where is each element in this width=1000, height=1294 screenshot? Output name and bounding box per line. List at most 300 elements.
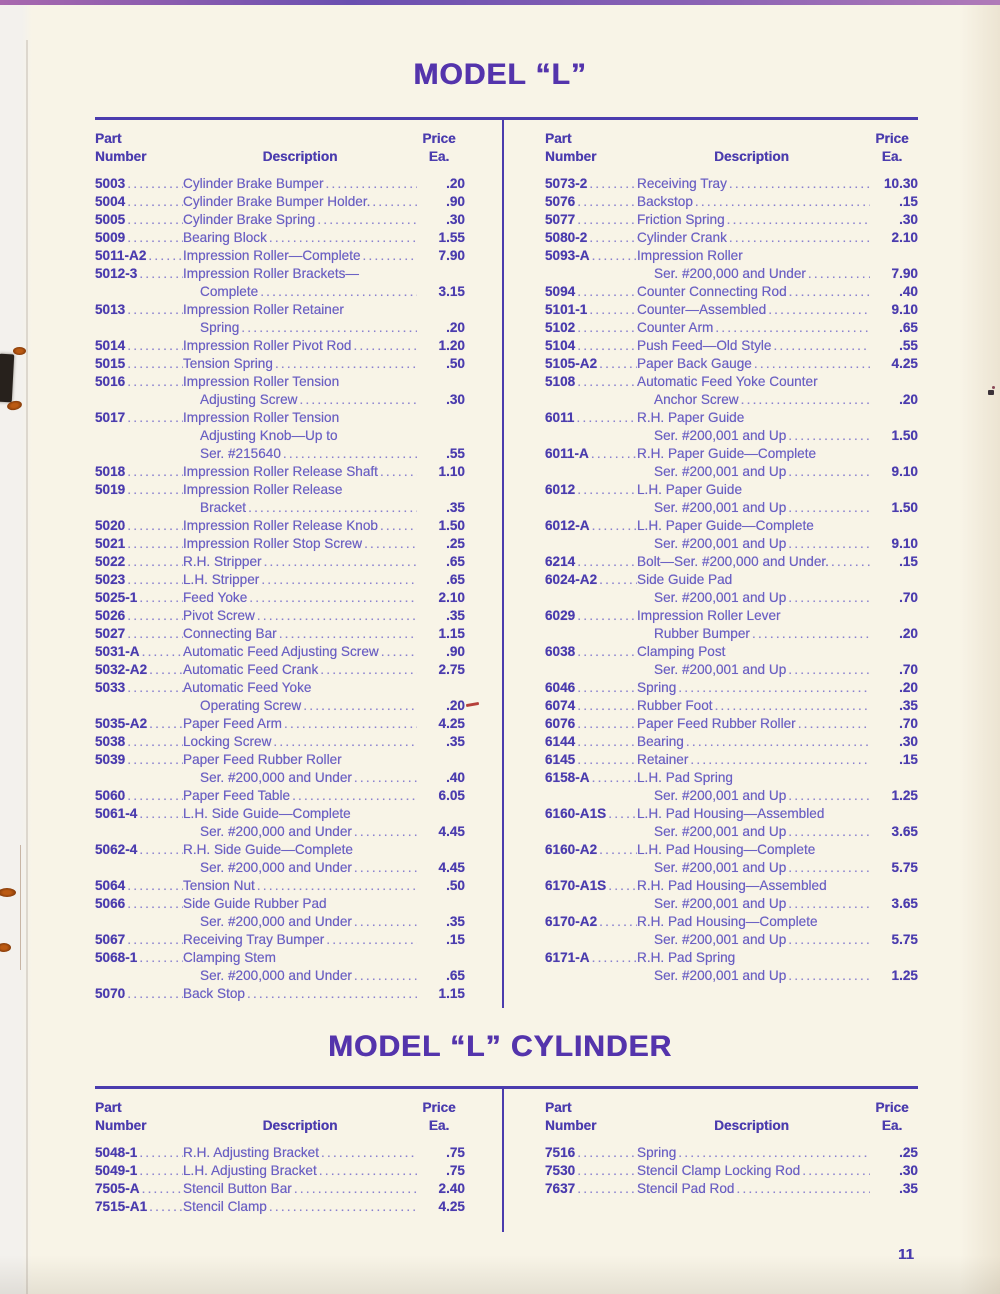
dot-leader <box>317 1162 417 1180</box>
part-number-cell: 5013 ..... <box>95 301 183 319</box>
price-cell: 10.30 <box>883 176 918 191</box>
price-cell: .30 <box>899 1163 918 1178</box>
description-cell: Tension Spring ..... <box>183 355 417 373</box>
dot-leader <box>247 589 417 607</box>
price-cell: 9.10 <box>891 302 918 317</box>
dot-leader <box>725 211 870 229</box>
description-cell: Ser. #200,001 and Up ..... <box>637 499 870 517</box>
dot-leader <box>752 355 870 373</box>
description-cell: L.H. Adjusting Bracket ..... <box>183 1162 417 1180</box>
price-cell <box>417 679 465 697</box>
price-cell: 9.10 <box>891 536 918 551</box>
part-number-cell <box>545 589 637 607</box>
part-number-cell: 6029 ..... <box>545 607 637 625</box>
price-cell: .65 <box>899 320 918 335</box>
part-number-cell <box>95 319 183 337</box>
description-cell: Side Guide Rubber Pad <box>183 896 327 911</box>
table-row-line <box>545 751 918 769</box>
price-cell: 1.50 <box>891 500 918 515</box>
table-row-line <box>95 625 465 643</box>
model-l-right-column <box>545 120 918 985</box>
staple-crease <box>20 845 21 970</box>
price-cell: .40 <box>446 770 465 785</box>
part-number-header: Part Number <box>95 1100 147 1133</box>
part-number-cell: 5094 ..... <box>545 283 637 301</box>
description-cell: Back Stop ..... <box>183 985 417 1003</box>
table-row-line <box>545 1144 918 1162</box>
table-row-line <box>95 607 465 625</box>
dot-leader <box>125 337 183 355</box>
description-cell: Locking Screw ..... <box>183 733 417 751</box>
dot-leader <box>786 787 870 805</box>
dot-leader <box>146 247 183 265</box>
part-number-cell <box>545 931 637 949</box>
table-row-line <box>545 769 918 787</box>
part-number-cell: 5048-1 ..... <box>95 1144 183 1162</box>
part-number-cell: 5066 ..... <box>95 895 183 913</box>
part-number-cell: 5062-4 ..... <box>95 841 183 859</box>
price-cell <box>870 445 918 463</box>
price-cell: .90 <box>446 644 465 659</box>
model-l-parts-table <box>95 117 918 1001</box>
description-cell: Impression Roller—Complete ..... <box>183 247 417 265</box>
price-cell: .75 <box>446 1145 465 1160</box>
parts-list <box>95 175 465 1003</box>
dot-leader <box>575 211 637 229</box>
part-number-cell: 5093-A ..... <box>545 247 637 265</box>
table-row-line <box>545 787 918 805</box>
description-cell: Counter—Assembled ..... <box>637 301 870 319</box>
part-number-cell <box>545 787 637 805</box>
price-cell: 2.40 <box>438 1181 465 1196</box>
description-cell: Stencil Clamp ..... <box>183 1198 417 1216</box>
table-row-line <box>95 229 465 247</box>
parts-list <box>95 1144 465 1216</box>
part-number-header: Part Number <box>545 131 597 164</box>
dot-leader <box>575 1162 637 1180</box>
price-cell: .70 <box>899 590 918 605</box>
description-cell: Pivot Screw ..... <box>183 607 417 625</box>
part-number-cell <box>95 769 183 787</box>
table-row-line <box>95 319 465 337</box>
dot-leader <box>575 715 637 733</box>
description-cell: Automatic Feed Crank ..... <box>183 661 417 679</box>
table-row-line <box>95 715 465 733</box>
price-header: Price Ea. <box>875 1100 909 1133</box>
price-cell: 1.15 <box>438 626 465 641</box>
price-cell <box>417 427 465 445</box>
dot-leader <box>370 193 417 211</box>
dot-leader <box>575 481 637 499</box>
description-cell: Ser. #200,001 and Up ..... <box>637 661 870 679</box>
description-cell: Complete ..... <box>183 283 417 301</box>
description-cell: Cylinder Crank ..... <box>637 229 870 247</box>
description-cell: Stencil Clamp Locking Rod ..... <box>637 1162 870 1180</box>
table-row-line <box>95 409 465 427</box>
part-number-cell: 5005 ..... <box>95 211 183 229</box>
table-row-line <box>545 949 918 967</box>
table-row-line <box>95 499 465 517</box>
dot-leader <box>267 229 417 247</box>
table-row-line <box>95 679 465 697</box>
dot-leader <box>137 1144 183 1162</box>
part-number-cell: 6170-A1S ..... <box>545 877 637 895</box>
description-cell: Spring ..... <box>637 679 870 697</box>
part-number-cell: 5076 ..... <box>545 193 637 211</box>
dot-leader <box>587 301 637 319</box>
description-cell: Ser. #200,001 and Up ..... <box>637 589 870 607</box>
section-title-model-l-cylinder: MODEL “L” CYLINDER <box>327 1030 673 1063</box>
part-number-cell: 5019 ..... <box>95 481 183 499</box>
part-number-cell: 5105-A2 ..... <box>545 355 637 373</box>
dot-leader <box>125 229 183 247</box>
description-cell: Ser. #200,001 and Up ..... <box>637 895 870 913</box>
part-number-cell <box>95 913 183 931</box>
price-cell <box>870 841 918 859</box>
price-cell: 2.10 <box>438 590 465 605</box>
dot-leader <box>125 679 183 697</box>
price-cell: .65 <box>446 554 465 569</box>
table-row-line <box>545 265 918 283</box>
dot-leader <box>125 481 183 499</box>
dot-leader <box>786 535 870 553</box>
dot-leader <box>147 661 183 679</box>
dot-leader <box>352 913 417 931</box>
part-number-cell: 5017 ..... <box>95 409 183 427</box>
table-row-line <box>545 211 918 229</box>
dot-leader <box>693 193 870 211</box>
dot-leader <box>255 877 417 895</box>
table-row-line <box>545 283 918 301</box>
price-cell: .30 <box>899 212 918 227</box>
dot-leader <box>137 589 183 607</box>
dot-leader <box>589 445 637 463</box>
price-cell: .55 <box>446 446 465 461</box>
dot-leader <box>713 697 870 715</box>
dot-leader <box>786 967 870 985</box>
price-cell: 2.75 <box>438 662 465 677</box>
part-number-cell: 6038 ..... <box>545 643 637 661</box>
part-number-cell: 5049-1 ..... <box>95 1162 183 1180</box>
description-cell: Adjusting Screw ..... <box>183 391 417 409</box>
part-number-header: Part Number <box>95 131 147 164</box>
price-cell <box>870 517 918 535</box>
table-row-line <box>95 481 465 499</box>
part-number-cell: 6011-A ..... <box>545 445 637 463</box>
price-cell: .70 <box>899 662 918 677</box>
price-cell: 4.25 <box>438 716 465 731</box>
table-row-line <box>95 193 465 211</box>
part-number-header: Part Number <box>545 1100 597 1133</box>
price-cell: .55 <box>899 338 918 353</box>
dot-leader <box>125 733 183 751</box>
part-number-cell: 6170-A2 ..... <box>545 913 637 931</box>
dot-leader <box>727 175 870 193</box>
table-row-line <box>545 1162 918 1180</box>
price-cell <box>870 607 918 625</box>
description-cell: Counter Connecting Rod ..... <box>637 283 870 301</box>
description-cell: Ser. #200,000 and Under ..... <box>183 859 417 877</box>
description-cell: Operating Screw ..... <box>183 697 417 715</box>
price-cell: 1.25 <box>891 788 918 803</box>
table-row-line <box>95 913 465 931</box>
price-cell: 5.75 <box>891 932 918 947</box>
dot-leader <box>587 175 637 193</box>
dot-leader <box>750 625 870 643</box>
part-number-cell: 5108 ..... <box>545 373 637 391</box>
price-cell: .15 <box>899 194 918 209</box>
table-row-line <box>95 445 465 463</box>
description-cell: Rubber Foot ..... <box>637 697 870 715</box>
table-row-line <box>545 715 918 733</box>
model-l-left-column <box>95 120 465 1003</box>
part-number-cell: 6145 ..... <box>545 751 637 769</box>
dot-leader <box>125 607 183 625</box>
description-cell: R.H. Adjusting Bracket ..... <box>183 1144 417 1162</box>
part-number-cell: 6144 ..... <box>545 733 637 751</box>
dot-leader <box>597 571 637 589</box>
price-cell: 4.25 <box>438 1199 465 1214</box>
description-cell: Ser. #200,000 and Under ..... <box>183 967 417 985</box>
price-cell: .25 <box>899 1145 918 1160</box>
description-cell: R.H. Stripper ..... <box>183 553 417 571</box>
description-cell: Impression Roller Pivot Rod ..... <box>183 337 417 355</box>
dot-leader <box>255 607 417 625</box>
dot-leader <box>734 1180 870 1198</box>
dot-leader <box>125 409 183 427</box>
description-cell: L.H. Stripper ..... <box>183 571 417 589</box>
table-row-line <box>545 643 918 661</box>
dot-leader <box>688 751 870 769</box>
description-cell: Clamping Stem <box>183 950 276 965</box>
description-cell: Bolt—Ser. #200,000 and Under. ..... <box>637 553 870 571</box>
description-cell: Feed Yoke ..... <box>183 589 417 607</box>
part-number-cell: 5077 ..... <box>545 211 637 229</box>
column-header <box>95 130 465 166</box>
dot-leader <box>137 265 183 283</box>
dot-leader <box>800 1162 870 1180</box>
part-number-cell: 5033 ..... <box>95 679 183 697</box>
price-cell <box>870 409 918 427</box>
description-cell: Cylinder Brake Bumper ..... <box>183 175 417 193</box>
dot-leader <box>575 553 637 571</box>
part-number-cell: 6012-A ..... <box>545 517 637 535</box>
dot-leader <box>727 229 870 247</box>
column-header <box>95 1099 465 1135</box>
table-row-line <box>95 661 465 679</box>
parts-list <box>545 1144 918 1198</box>
part-number-cell: 5020 ..... <box>95 517 183 535</box>
part-number-cell <box>95 283 183 301</box>
cylinder-left-column <box>95 1089 465 1216</box>
dot-leader <box>787 283 870 301</box>
table-row-line <box>545 607 918 625</box>
dot-leader <box>575 643 637 661</box>
dot-leader <box>297 391 417 409</box>
table-row-line <box>95 985 465 1003</box>
price-cell: .30 <box>446 392 465 407</box>
dot-leader <box>147 715 183 733</box>
part-number-cell: 5025-1 ..... <box>95 589 183 607</box>
price-cell: .35 <box>899 698 918 713</box>
description-cell: L.H. Pad Spring <box>637 770 733 785</box>
description-cell: Impression Roller Tension <box>183 374 340 389</box>
description-header: Description <box>262 1118 338 1133</box>
dot-leader <box>125 193 183 211</box>
description-cell: Automatic Feed Yoke <box>183 680 312 695</box>
description-cell: Paper Feed Arm ..... <box>183 715 417 733</box>
description-cell: Automatic Feed Yoke Counter <box>637 374 818 389</box>
price-cell <box>417 751 465 769</box>
dot-leader <box>786 499 870 517</box>
dot-leader <box>125 877 183 895</box>
dot-leader <box>125 175 183 193</box>
table-row-line <box>545 355 918 373</box>
dot-leader <box>587 229 637 247</box>
part-number-cell: 5035-A2 ..... <box>95 715 183 733</box>
dot-leader <box>378 517 417 535</box>
table-row-line <box>95 301 465 319</box>
dot-leader <box>137 949 183 967</box>
table-row-line <box>545 553 918 571</box>
price-cell <box>417 805 465 823</box>
price-cell <box>870 373 918 391</box>
dot-leader <box>324 175 417 193</box>
part-number-cell: 6158-A ..... <box>545 769 637 787</box>
dot-leader <box>245 985 417 1003</box>
table-row-line <box>545 823 918 841</box>
description-cell: Adjusting Knob—Up to <box>200 428 338 443</box>
table-row-line <box>545 535 918 553</box>
price-cell <box>417 301 465 319</box>
table-row-line <box>95 283 465 301</box>
dot-leader <box>796 715 870 733</box>
table-row-line <box>545 697 918 715</box>
dot-leader <box>575 193 637 211</box>
price-cell: 7.90 <box>891 266 918 281</box>
dot-leader <box>125 301 183 319</box>
price-cell <box>417 949 465 967</box>
dot-leader <box>575 751 637 769</box>
dot-leader <box>262 553 417 571</box>
parts-list <box>545 175 918 985</box>
dot-leader <box>766 301 870 319</box>
table-row-line <box>545 625 918 643</box>
description-cell: Retainer ..... <box>637 751 870 769</box>
staple-mark <box>0 354 14 403</box>
description-cell: Ser. #200,001 and Up ..... <box>637 967 870 985</box>
price-cell: 6.05 <box>438 788 465 803</box>
description-cell: Impression Roller Stop Screw ..... <box>183 535 417 553</box>
dot-leader <box>125 355 183 373</box>
part-number-cell: 5012-3 ..... <box>95 265 183 283</box>
dot-leader <box>290 787 417 805</box>
description-cell: Friction Spring ..... <box>637 211 870 229</box>
price-cell: 3.65 <box>891 896 918 911</box>
price-cell: .50 <box>446 878 465 893</box>
table-row-line <box>95 931 465 949</box>
part-number-cell: 5023 ..... <box>95 571 183 589</box>
dot-leader <box>713 319 870 337</box>
rust-spot <box>13 347 26 355</box>
description-cell: L.H. Pad Housing—Complete <box>637 842 816 857</box>
table-row-line <box>545 427 918 445</box>
price-cell: .65 <box>446 572 465 587</box>
description-cell: Ser. #200,000 and Under ..... <box>637 265 870 283</box>
part-number-cell: 5018 ..... <box>95 463 183 481</box>
description-cell: R.H. Paper Guide—Complete <box>637 446 817 461</box>
part-number-cell <box>545 499 637 517</box>
part-number-cell <box>545 625 637 643</box>
description-cell: Ser. #200,000 and Under ..... <box>183 913 417 931</box>
dot-leader <box>786 931 870 949</box>
table-row-line <box>545 661 918 679</box>
description-cell: Paper Feed Rubber Roller ..... <box>637 715 870 733</box>
table-row-line <box>95 697 465 715</box>
part-number-cell <box>95 499 183 517</box>
description-cell: R.H. Side Guide—Complete <box>183 842 353 857</box>
dot-leader <box>575 1144 637 1162</box>
table-row-line <box>545 229 918 247</box>
table-row-line <box>95 643 465 661</box>
part-number-cell <box>545 895 637 913</box>
price-header: Price Ea. <box>422 1100 456 1133</box>
part-number-cell: 5061-4 ..... <box>95 805 183 823</box>
table-row-line <box>95 355 465 373</box>
description-header: Description <box>714 1118 789 1133</box>
table-row-line <box>95 895 465 913</box>
price-cell <box>417 409 465 427</box>
rust-spot <box>0 888 16 897</box>
part-number-cell: 6046 ..... <box>545 679 637 697</box>
table-row-line <box>95 751 465 769</box>
table-row-line <box>95 427 465 445</box>
dot-leader <box>125 517 183 535</box>
part-number-cell <box>545 427 637 445</box>
table-row-line <box>545 679 918 697</box>
part-number-cell <box>95 697 183 715</box>
table-row-line <box>95 1162 465 1180</box>
table-row-line <box>545 895 918 913</box>
description-cell: Ser. #200,001 and Up ..... <box>637 463 870 481</box>
description-cell: Impression Roller Retainer <box>183 302 344 317</box>
description-cell: R.H. Pad Spring <box>637 950 736 965</box>
dot-leader <box>137 1162 183 1180</box>
description-header: Description <box>714 149 789 164</box>
table-row-line <box>95 247 465 265</box>
part-number-cell: 5031-A ..... <box>95 643 183 661</box>
dot-leader <box>125 895 183 913</box>
description-cell: Anchor Screw ..... <box>637 391 870 409</box>
table-row-line <box>95 967 465 985</box>
part-number-cell: 5027 ..... <box>95 625 183 643</box>
price-cell: 3.65 <box>891 824 918 839</box>
table-row-line <box>545 841 918 859</box>
dot-leader <box>137 841 183 859</box>
part-number-cell <box>95 391 183 409</box>
part-number-cell: 6012 ..... <box>545 481 637 499</box>
column-divider-rule <box>502 117 504 1008</box>
description-cell: Tension Nut ..... <box>183 877 417 895</box>
description-cell: L.H. Side Guide—Complete <box>183 806 351 821</box>
description-cell: Ser. #200,001 and Up ..... <box>637 823 870 841</box>
dot-leader <box>590 517 637 535</box>
description-cell: Ser. #200,001 and Up ..... <box>637 535 870 553</box>
dot-leader <box>125 463 183 481</box>
price-cell: 4.25 <box>891 356 918 371</box>
table-row-line <box>545 805 918 823</box>
dot-leader <box>137 805 183 823</box>
